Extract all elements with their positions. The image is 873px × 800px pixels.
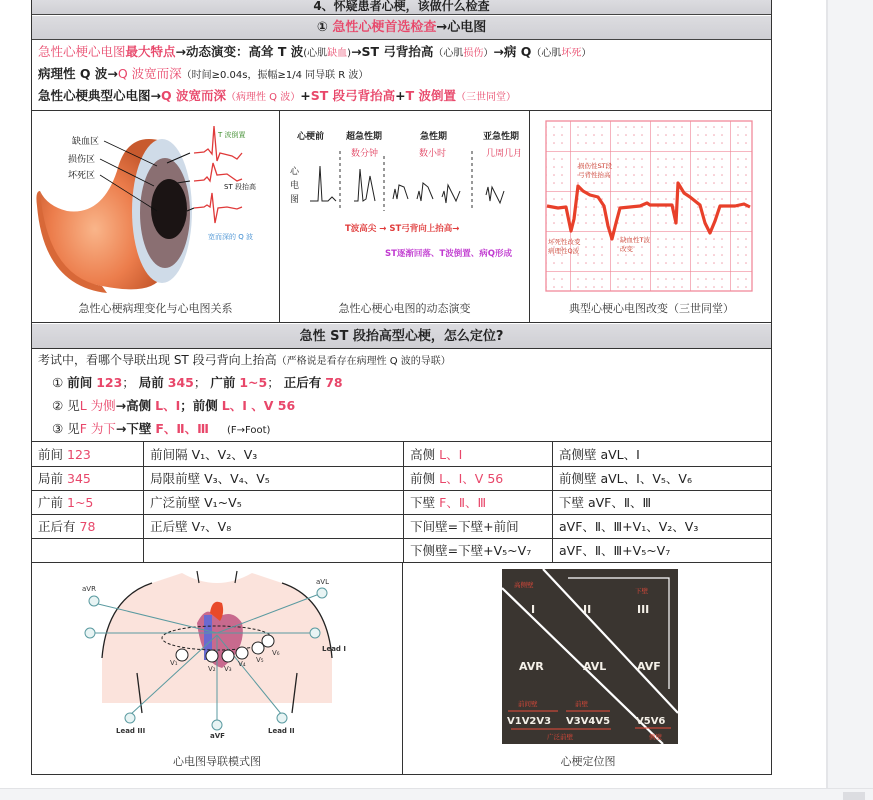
circled-number: ①: [52, 375, 64, 390]
stage-label: 心梗前: [297, 132, 325, 142]
wall-label: 前间壁: [518, 700, 538, 708]
text: 123: [67, 446, 91, 462]
annotation-st-elevation: ST 段抬高: [224, 183, 256, 191]
text: L、Ⅰ: [155, 398, 181, 413]
text: （三世同堂）: [455, 92, 516, 103]
text: 下壁: [410, 495, 436, 510]
duration-label: 数分钟: [351, 149, 379, 159]
cell-wall: 前侧壁 aVL、Ⅰ、V₅、V₆: [553, 466, 772, 490]
text: →ST 弓背抬高: [351, 44, 434, 59]
cell-wall: aVF、Ⅱ、Ⅲ+V₁、V₂、V₃: [553, 514, 772, 538]
text: ；前侧: [180, 398, 218, 413]
cell-wall: 局限前壁 V₃、V₄、V₅: [144, 466, 404, 490]
chest-lead-group: V3V4V5: [566, 716, 611, 727]
stage-label: 超急性期: [346, 132, 383, 142]
label-lead1: Lead I: [322, 645, 346, 653]
duration-label: 数小时: [419, 149, 447, 159]
scrollbar-thumb[interactable]: [843, 792, 865, 800]
cell-abbr: [32, 490, 144, 514]
rule-1: ① 前间 123； 局前 345； 广前 1~5； 正后有 78: [52, 375, 343, 390]
text: 78: [325, 375, 343, 390]
section1-highlight: 急性心梗首选检查: [332, 20, 437, 35]
text: 78: [79, 519, 96, 534]
stage-label: 亚急性期: [483, 132, 520, 142]
chest-lead-group: V1V2V3: [507, 716, 552, 727]
cell-abbr: [32, 514, 144, 538]
text: ST 段弓背抬高: [310, 88, 396, 103]
text: 高侧: [410, 446, 436, 462]
lead-label: II: [583, 603, 592, 616]
lead-label: AVR: [519, 660, 544, 673]
text: 1~5: [239, 375, 268, 390]
text: 前间: [67, 375, 93, 390]
text: ）: [483, 48, 494, 59]
label-lead2: Lead II: [268, 727, 295, 735]
section-header-localize: [32, 324, 771, 349]
label-v5: V₅: [256, 656, 264, 664]
annotation-q: 病理性Q波: [548, 247, 580, 255]
text: 局前: [38, 471, 64, 486]
document-table: [31, 0, 772, 775]
text: (心肌: [303, 48, 328, 59]
text: （心肌: [531, 48, 562, 59]
text: →下壁: [115, 421, 152, 436]
cell-wall: 广泛前壁 V₁~V₅: [144, 490, 404, 514]
figure-row: [32, 111, 771, 323]
text: +: [395, 88, 406, 103]
intro-line-3: [38, 85, 771, 107]
localize-intro: [38, 349, 771, 371]
text: （严格说是看存在病理性 Q 波的导联）: [276, 356, 451, 367]
text: L、Ⅰ 、V 56: [221, 398, 296, 413]
text: 正后有: [38, 519, 76, 534]
text: 广前: [38, 495, 64, 510]
bottom-figure-row: [32, 563, 771, 775]
circled-number: ③: [52, 421, 64, 436]
label-injury: 损伤区: [68, 155, 96, 165]
annotation-st: 损伤性ST段: [578, 162, 613, 170]
label-ischemia: 缺血区: [72, 137, 100, 147]
horizontal-scrollbar-track[interactable]: [0, 788, 873, 800]
cell-abbr: 下侧壁=下壁+V₅~V₇: [404, 538, 553, 562]
wall-label: 前壁: [575, 700, 588, 708]
svg-text:电: 电: [290, 181, 300, 191]
annotation-t: 改变: [620, 245, 633, 253]
text: 急性心梗典型心电图→: [38, 88, 161, 103]
duration-label: 几周几月: [486, 149, 523, 159]
label-high-lateral: 高侧壁: [514, 581, 534, 589]
annotation-st: 弓背性抬高: [578, 171, 611, 179]
text: （心肌: [433, 48, 464, 59]
rule-2: [38, 394, 771, 417]
figure-ecg-evolution: [279, 111, 529, 322]
annotation-t: 缺血性T波: [620, 236, 650, 244]
text: 123: [96, 375, 123, 390]
label-lead3: Lead III: [116, 727, 146, 735]
text: 最大特点: [125, 44, 176, 59]
ecg-grid-trace: [530, 111, 774, 301]
figure-heart-pathology: [32, 111, 279, 322]
text: +: [300, 88, 311, 103]
evolution-arrow-2: ST逐渐回落、T波倒置、病Q形成: [385, 249, 512, 259]
text: 局前: [138, 375, 164, 390]
figure-caption: 心电图导联模式图: [173, 755, 261, 768]
label-lateral: 侧壁: [649, 733, 662, 741]
table-row: [32, 538, 771, 562]
cell-abbr: [32, 442, 144, 466]
label-v1: V₁: [170, 659, 178, 667]
label-avr: aVR: [82, 585, 96, 593]
text: Q 波宽而深: [160, 88, 226, 103]
cell-wall: 前间隔 V₁、V₂、V₃: [144, 442, 404, 466]
text: (F→Foot): [226, 425, 271, 436]
circled-number: ②: [52, 398, 64, 413]
text: 损伤: [463, 48, 484, 59]
mi-localization-chart: [403, 563, 774, 753]
text: 急性心梗心电图: [38, 44, 126, 59]
cell-wall: aVF、Ⅱ、Ⅲ+V₅~V₇: [553, 538, 772, 562]
text: Q 波宽而深: [117, 66, 182, 81]
cell-abbr: 下间壁=下壁+前间: [404, 514, 553, 538]
svg-text:心: 心: [290, 167, 300, 177]
label-v2: V₂: [208, 665, 216, 673]
cell-wall: 正后壁 V₇、V₈: [144, 514, 404, 538]
localize-title: 急性 ST 段抬高型心梗，怎么定位?: [299, 329, 504, 344]
evolution-arrow-1: T波高尖 → ST弓背向上抬高→: [345, 224, 460, 234]
ecg-lead-placement-diagram: [32, 563, 402, 753]
section1-suffix: →心电图: [436, 20, 487, 35]
intro-line-1: [38, 41, 771, 63]
table-row: [32, 442, 771, 466]
table-row: [32, 466, 771, 490]
text: 前侧: [410, 471, 436, 486]
label-avf: aVF: [210, 732, 225, 740]
intro-line-2: [38, 63, 771, 85]
label-necrosis: 坏死区: [68, 171, 96, 181]
lead-label: III: [637, 603, 650, 616]
text: 前间: [38, 446, 64, 462]
text: 345: [67, 471, 91, 486]
text: →病 Q: [493, 44, 532, 59]
lead-label: AVL: [583, 660, 607, 673]
figure-lead-diagram: [32, 563, 402, 775]
text: 坏死: [561, 48, 582, 59]
cell-abbr: [404, 466, 553, 490]
label-v4: V₄: [238, 660, 246, 668]
text: （病理性 Q 波）: [225, 92, 301, 103]
heart-wall-illustration: [32, 111, 279, 301]
chest-lead-group: V5V6: [636, 716, 666, 727]
figure-caption: 急性心梗心电图的动态演变: [338, 302, 471, 315]
figure-caption: 典型心梗心电图改变（三世同堂）: [569, 302, 734, 315]
cell-wall: 下壁 aVF、Ⅱ、Ⅲ: [553, 490, 772, 514]
text: （时间≥0.04s，振幅≥1/4 同导联 R 波）: [181, 70, 369, 81]
text: 考试中，看哪个导联出现 ST 段弓背向上抬高: [38, 353, 277, 367]
circled-number: ①: [316, 20, 328, 35]
text: ）: [581, 48, 592, 59]
title-text: 4、怀疑患者心梗，该做什么检查: [313, 0, 490, 13]
figure-typical-ecg: [529, 111, 773, 322]
rule-3: [38, 417, 771, 440]
lead-label: AVF: [637, 660, 661, 673]
text: T 波倒置: [405, 88, 456, 103]
text: F、Ⅱ、Ⅲ: [155, 421, 209, 436]
text: 病理性 Q 波→: [38, 66, 118, 81]
cell-abbr: [404, 490, 553, 514]
table-row: [32, 514, 771, 538]
lead-label: I: [531, 603, 536, 616]
text: 缺血: [327, 48, 348, 59]
cell-abbr: [32, 466, 144, 490]
text: L、Ⅰ、V 56: [439, 471, 504, 486]
text: 见: [67, 421, 80, 436]
annotation-q-wave: 宽而深的 Q 波: [208, 233, 253, 241]
text: →高侧: [115, 398, 152, 413]
text: →动态演变：高耸 T 波: [175, 44, 304, 59]
text: L 为侧: [79, 398, 116, 413]
annotation-q: 坏死性改变: [548, 238, 581, 246]
text: L、Ⅰ: [439, 446, 463, 462]
cell-abbr: [404, 442, 553, 466]
label-broad-anterior: 广泛前壁: [547, 733, 573, 741]
figure-caption: 急性心梗病理变化与心电图关系: [78, 302, 233, 315]
label-v3: V₃: [224, 665, 232, 673]
figure-mi-localization: [402, 563, 773, 775]
text: 广前: [210, 375, 236, 390]
text: F、Ⅱ、Ⅲ: [439, 495, 487, 510]
section-header-1: [32, 16, 771, 40]
stage-label: 急性期: [420, 132, 448, 142]
table-row: [32, 490, 771, 514]
text: 见: [67, 398, 80, 413]
text: ): [347, 48, 352, 59]
label-inferior: 下壁: [635, 587, 648, 595]
text: 正后有: [283, 375, 322, 390]
annotation-t-inversion: T 波倒置: [218, 131, 246, 139]
ecg-intro: [32, 41, 771, 111]
lead-localization-table: [32, 442, 771, 563]
label-avl: aVL: [316, 578, 329, 586]
localization-rules: [32, 349, 771, 442]
figure-caption: 心梗定位图: [560, 755, 616, 768]
label-v6: V₆: [272, 649, 280, 657]
vertical-scrollbar-track[interactable]: [826, 0, 873, 788]
cell-empty: [144, 538, 404, 562]
page-title: [32, 0, 771, 15]
cell-wall: 高侧壁 aVL、Ⅰ: [553, 442, 772, 466]
cell-empty: [32, 538, 144, 562]
svg-text:图: 图: [290, 195, 300, 205]
text: 1~5: [67, 495, 94, 510]
text: 345: [167, 375, 194, 390]
ecg-evolution-diagram: [280, 111, 530, 301]
text: F 为下: [79, 421, 116, 436]
